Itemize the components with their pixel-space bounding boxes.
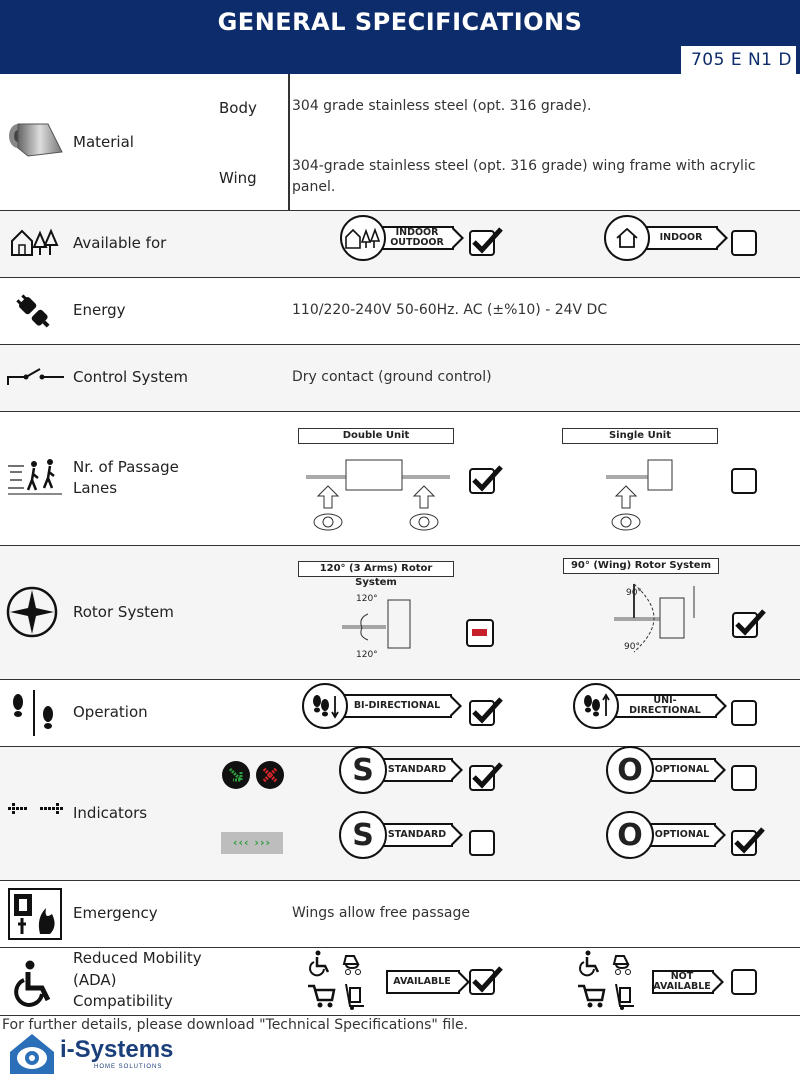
footprints-icon (8, 688, 60, 742)
green-arrow-light-icon (221, 760, 251, 794)
material-label: Material (73, 133, 134, 151)
indicator2-standard-option (339, 819, 453, 851)
emergency-row (0, 881, 800, 948)
double-unit-checkbox[interactable] (469, 468, 495, 494)
bidirectional-option (302, 690, 452, 722)
rotor-120-title: 120° (3 Arms) Rotor System (298, 561, 454, 577)
footprints-bidirectional-icon (302, 683, 348, 729)
emergency-value: Wings allow free passage (292, 905, 470, 921)
indoor-outdoor-checkbox[interactable] (469, 230, 495, 256)
pedestrians-icon (6, 458, 64, 500)
energy-row (0, 278, 800, 345)
bidirectional-checkbox[interactable] (469, 700, 495, 726)
indoor-outdoor-option (340, 222, 454, 254)
page-title: GENERAL SPECIFICATIONS (0, 0, 800, 44)
ada-available-checkbox[interactable] (469, 969, 495, 995)
indicator2-optional-option (606, 819, 716, 851)
rotor-90-angle-top: 90° (626, 588, 642, 598)
single-unit-diagram (600, 452, 690, 542)
indicator1-standard-option (339, 754, 453, 786)
indicators-row (0, 747, 800, 881)
indoor-checkbox[interactable] (731, 230, 757, 256)
bidirectional-text: BI-DIRECTIONAL (342, 694, 452, 718)
rotor-120-unavailable-box (466, 619, 494, 647)
available-row (0, 211, 800, 278)
red-cross-light-icon (255, 760, 285, 794)
ada-label-line2: (ADA) (73, 971, 117, 989)
indoor-text: INDOOR (395, 227, 439, 238)
passage-label-line2: Lanes (73, 479, 118, 497)
ada-icons-group (306, 950, 374, 1016)
indicator2-optional-checkbox[interactable] (731, 830, 757, 856)
energy-label: Energy (73, 301, 126, 319)
green-arrows-strip: ‹‹‹ ››› (221, 832, 283, 854)
optional-text-2: OPTIONAL (648, 823, 716, 847)
body-label: Body (219, 99, 257, 117)
footprints-unidirectional-icon (573, 683, 619, 729)
logo-text: i-Systems (60, 1036, 174, 1063)
rotor-90-checkbox[interactable] (732, 612, 758, 638)
rotor-120-angle-top: 120° (356, 594, 378, 604)
control-label: Control System (73, 368, 188, 386)
single-unit-checkbox[interactable] (731, 468, 757, 494)
wing-label: Wing (219, 169, 257, 187)
rotor-icon (6, 586, 58, 642)
product-code: 705 E N1 D (681, 46, 796, 74)
rotor-90-angle-bottom: 90° (624, 642, 640, 652)
control-row (0, 345, 800, 412)
emergency-button-icon (8, 888, 62, 944)
available-text: AVAILABLE (653, 981, 711, 992)
operation-label: Operation (73, 703, 148, 721)
arrows-indicator-icon (6, 799, 66, 823)
indicator2-standard-checkbox[interactable] (469, 830, 495, 856)
isystems-logo (8, 1030, 208, 1082)
rotor-row (0, 546, 800, 680)
standard-letter-2: S (352, 817, 374, 853)
indicator1-optional-option (606, 754, 716, 786)
passage-label-line1: Nr. of Passage (73, 458, 179, 476)
ada-available-text: AVAILABLE (386, 970, 460, 994)
rotor-120-diagram (338, 588, 418, 668)
optional-letter-2: O (617, 817, 643, 853)
ada-icons-group-2 (576, 950, 644, 1016)
unidirectional-text: UNI-DIRECTIONAL (613, 694, 717, 718)
unidirectional-option (573, 690, 717, 722)
ada-row (0, 948, 800, 1016)
operation-row (0, 680, 800, 747)
rotor-label: Rotor System (73, 603, 174, 621)
wing-value: 304-grade stainless steel (opt. 316 grade) wing frame with acrylic panel. (292, 158, 756, 195)
standard-text-2: STANDARD (381, 823, 453, 847)
body-value: 304 grade stainless steel (opt. 316 grade). (292, 98, 592, 114)
ada-available-option (386, 966, 460, 998)
control-value: Dry contact (ground control) (292, 369, 492, 385)
indicators-label: Indicators (73, 804, 148, 822)
ada-not-available-option (652, 966, 714, 998)
plug-icon (14, 292, 54, 336)
rotor-90-title: 90° (Wing) Rotor System (563, 558, 719, 574)
ada-label-line1: Reduced Mobility (73, 949, 202, 967)
ada-not-available-checkbox[interactable] (731, 969, 757, 995)
indoor-option (604, 222, 718, 254)
indoor-only-text: INDOOR (644, 226, 718, 250)
optional-letter: O (617, 752, 643, 788)
footer-note: For further details, please download "Technical Specifications" file. (2, 1017, 469, 1033)
logo-subtext: HOME SOLUTIONS (94, 1064, 163, 1070)
single-unit-title: Single Unit (562, 428, 718, 444)
double-unit-diagram (300, 452, 460, 542)
double-unit-title: Double Unit (298, 428, 454, 444)
ada-label-line3: Compatibility (73, 992, 173, 1010)
material-row (0, 74, 800, 211)
passage-row (0, 412, 800, 546)
available-label: Available for (73, 234, 167, 252)
standard-letter: S (352, 752, 374, 788)
material-divider (288, 74, 290, 210)
house-icon (604, 215, 650, 261)
house-trees-icon (10, 227, 62, 261)
switch-icon (6, 367, 66, 393)
standard-text: STANDARD (381, 758, 453, 782)
unidirectional-checkbox[interactable] (731, 700, 757, 726)
emergency-label: Emergency (73, 904, 158, 922)
rotor-120-angle-bottom: 120° (356, 650, 378, 660)
optional-text: OPTIONAL (648, 758, 716, 782)
indicator1-standard-checkbox[interactable] (469, 765, 495, 791)
wheelchair-small-icon (310, 951, 328, 976)
steel-roll-icon (8, 122, 64, 162)
indicator1-optional-checkbox[interactable] (731, 765, 757, 791)
outdoor-text: OUTDOOR (390, 237, 444, 248)
house-trees-icon (340, 215, 386, 261)
minus-icon (472, 629, 487, 636)
energy-value: 110/220-240V 50-60Hz. AC (±%10) - 24V DC (292, 302, 608, 318)
not-text: NOT (670, 971, 694, 982)
wheelchair-icon (12, 960, 56, 1012)
